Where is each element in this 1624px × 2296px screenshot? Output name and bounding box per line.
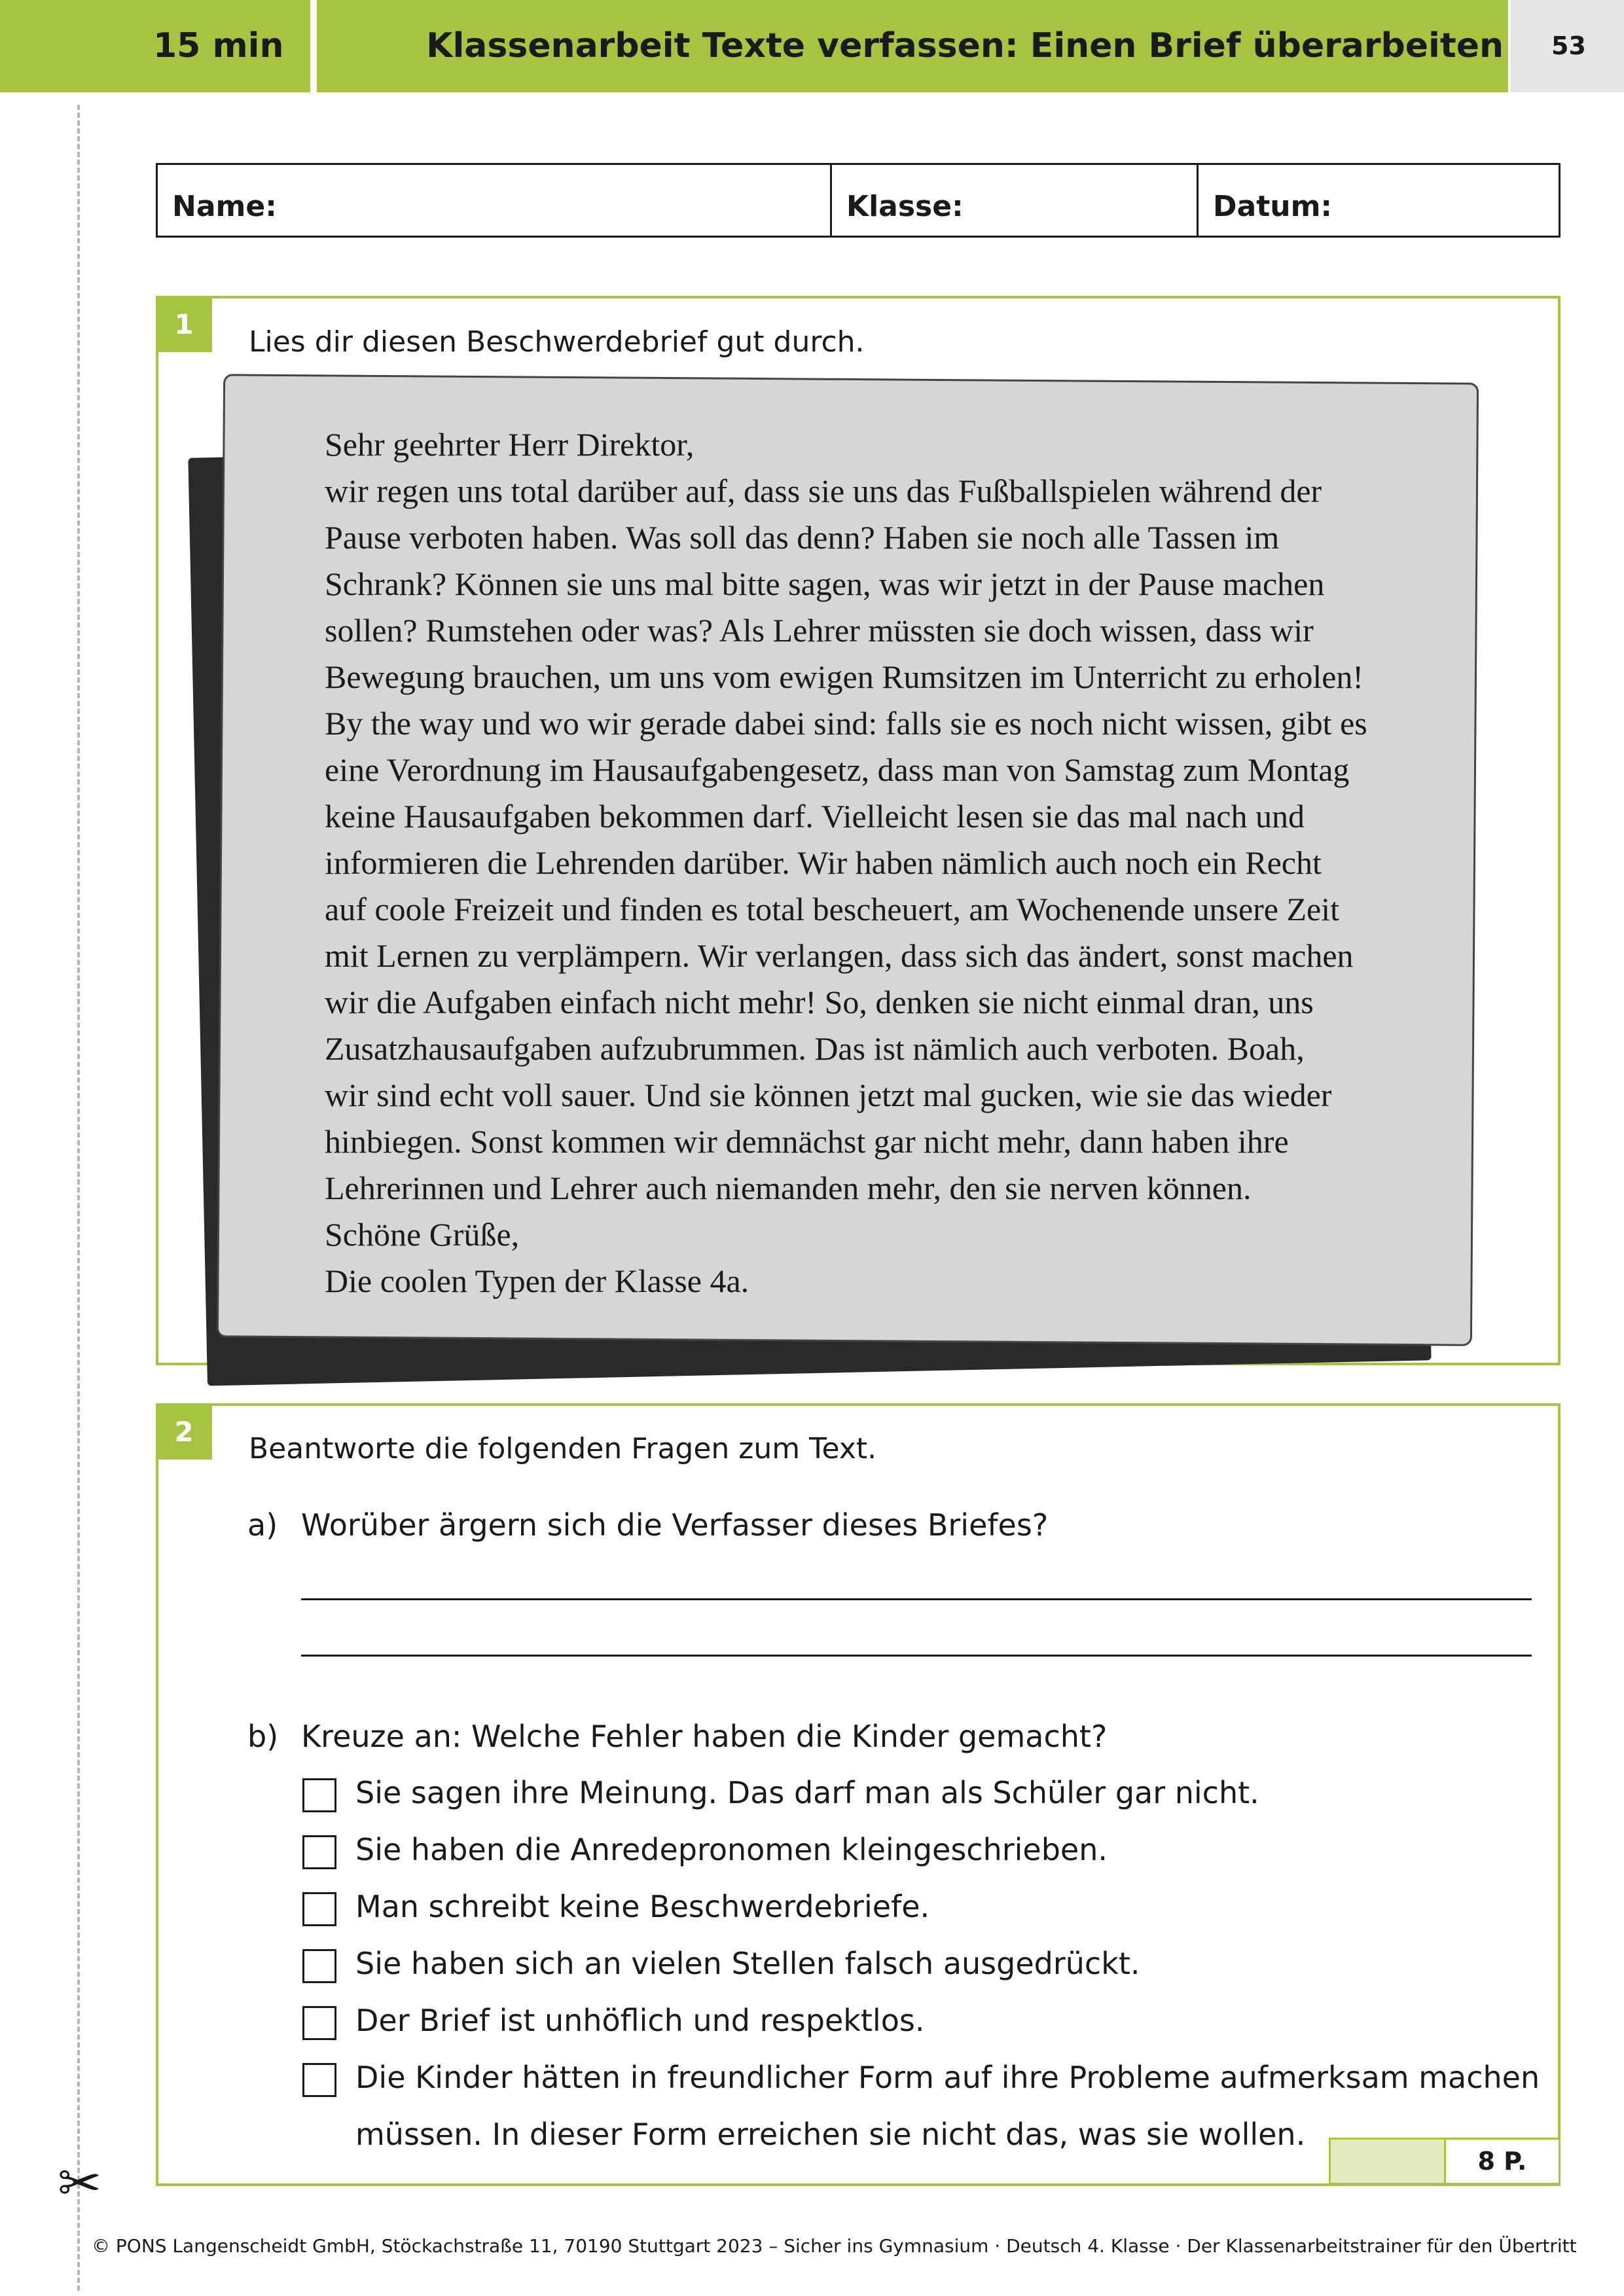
class-label: Klasse: — [846, 190, 964, 223]
option-checkbox[interactable] — [302, 1949, 336, 1983]
option-text: Die Kinder hätten in freundlicher Form auf ihre Probleme aufmerksam machen — [355, 2060, 1540, 2095]
date-field[interactable] — [1199, 165, 1559, 236]
letter-line: eine Verordnung im Hausaufgabengesetz, dass man von Samstag zum Montag — [325, 751, 1350, 788]
letter-line: auf coole Freizeit und finden es total bescheuert, am Wochenende unsere Zeit — [325, 891, 1339, 927]
letter-line: Zusatzhausaufgaben aufzubrummen. Das ist nämlich auch verboten. Boah, — [325, 1030, 1305, 1067]
task1-number: 1 — [156, 296, 212, 352]
letter-line: Lehrerinnen und Lehrer auch niemanden mehr, den sie nerven können. — [325, 1170, 1252, 1206]
question-b-letter: b) — [247, 1719, 279, 1754]
name-class-date-row — [156, 163, 1561, 238]
letter-line: hinbiegen. Sonst kommen wir demnächst gar nicht mehr, dann haben ihre — [325, 1123, 1289, 1160]
question-a-letter: a) — [247, 1507, 278, 1543]
letter-line: wir die Aufgaben einfach nicht mehr! So, denken sie nicht einmal dran, uns — [325, 984, 1314, 1020]
page-title: Klassenarbeit Texte verfassen: Einen Brief überarbeiten — [426, 26, 1504, 65]
question-a-text: Worüber ärgern sich die Verfasser dieses Briefes? — [301, 1507, 1049, 1543]
name-label: Name: — [172, 190, 277, 223]
letter-line: mit Lernen zu verplämpern. Wir verlangen, dass sich das ändert, sonst machen — [325, 937, 1354, 974]
option-text: Der Brief ist unhöflich und respektlos. — [355, 2003, 925, 2038]
letter-line: informieren die Lehrenden darüber. Wir haben nämlich auch noch ein Recht — [325, 844, 1322, 881]
option-text: Sie sagen ihre Meinung. Das darf man als Schüler gar nicht. — [355, 1775, 1259, 1810]
option-checkbox[interactable] — [302, 1835, 336, 1869]
option-text-continuation: müssen. In dieser Form erreichen sie nicht das, was sie wollen. — [355, 2117, 1306, 2152]
option-checkbox[interactable] — [302, 1778, 336, 1812]
letter-line: keine Hausaufgaben bekommen darf. Vielleicht lesen sie das mal nach und — [325, 798, 1305, 834]
points-label: 8 P. — [1444, 2138, 1561, 2185]
question-b-text: Kreuze an: Welche Fehler haben die Kinder gemacht? — [301, 1719, 1108, 1754]
letter-line: Schöne Grüße, — [325, 1216, 520, 1253]
option-checkbox[interactable] — [302, 2063, 336, 2097]
answer-line[interactable] — [301, 1598, 1532, 1600]
task2-prompt: Beantworte die folgenden Fragen zum Text. — [249, 1432, 877, 1465]
letter-line: Schrank? Können sie uns mal bitte sagen, was wir jetzt in der Pause machen — [325, 565, 1325, 602]
letter-line: wir regen uns total darüber auf, dass sie uns das Fußballspielen während der — [325, 473, 1322, 509]
time-label: 15 min — [153, 26, 284, 65]
letter-line: Die coolen Typen der Klasse 4a. — [325, 1263, 749, 1299]
footer-copyright: © PONS Langenscheidt GmbH, Stöckachstraße 11, 70190 Stuttgart 2023 – Sicher ins Gymnasium · Deutsch 4. Klasse · Der Klassenarbeitstrainer für den Übertritt — [92, 2235, 1577, 2257]
task2-number: 2 — [156, 1403, 212, 1460]
page-number: 53 — [1551, 31, 1586, 60]
option-text: Sie haben sich an vielen Stellen falsch ausgedrückt. — [355, 1946, 1140, 1981]
cut-line — [77, 105, 80, 2291]
letter-line: wir sind echt voll sauer. Und sie können jetzt mal gucken, wie sie das wieder — [325, 1077, 1332, 1113]
letter-line: By the way und wo wir gerade dabei sind: falls sie es noch nicht wissen, gibt es — [325, 705, 1367, 742]
date-label: Datum: — [1213, 190, 1333, 223]
name-field[interactable] — [158, 165, 832, 236]
option-checkbox[interactable] — [302, 2006, 336, 2040]
option-checkbox[interactable] — [302, 1892, 336, 1926]
letter-line: Pause verboten haben. Was soll das denn? Haben sie noch alle Tassen im — [325, 519, 1280, 556]
complaint-letter — [325, 422, 1424, 1304]
class-field[interactable] — [832, 165, 1199, 236]
letter-line: Bewegung brauchen, um uns vom ewigen Rumsitzen im Unterricht zu erholen! — [325, 658, 1364, 695]
letter-line: sollen? Rumstehen oder was? Als Lehrer müssten sie doch wissen, dass wir — [325, 612, 1314, 649]
option-text: Sie haben die Anredepronomen kleingeschrieben. — [355, 1832, 1108, 1867]
answer-line[interactable] — [301, 1655, 1532, 1657]
task1-prompt: Lies dir diesen Beschwerdebrief gut durch. — [249, 325, 865, 359]
scissors-icon: ✂ — [58, 2153, 102, 2214]
option-text: Man schreibt keine Beschwerdebriefe. — [355, 1889, 930, 1924]
letter-line: Sehr geehrter Herr Direktor, — [325, 426, 695, 463]
